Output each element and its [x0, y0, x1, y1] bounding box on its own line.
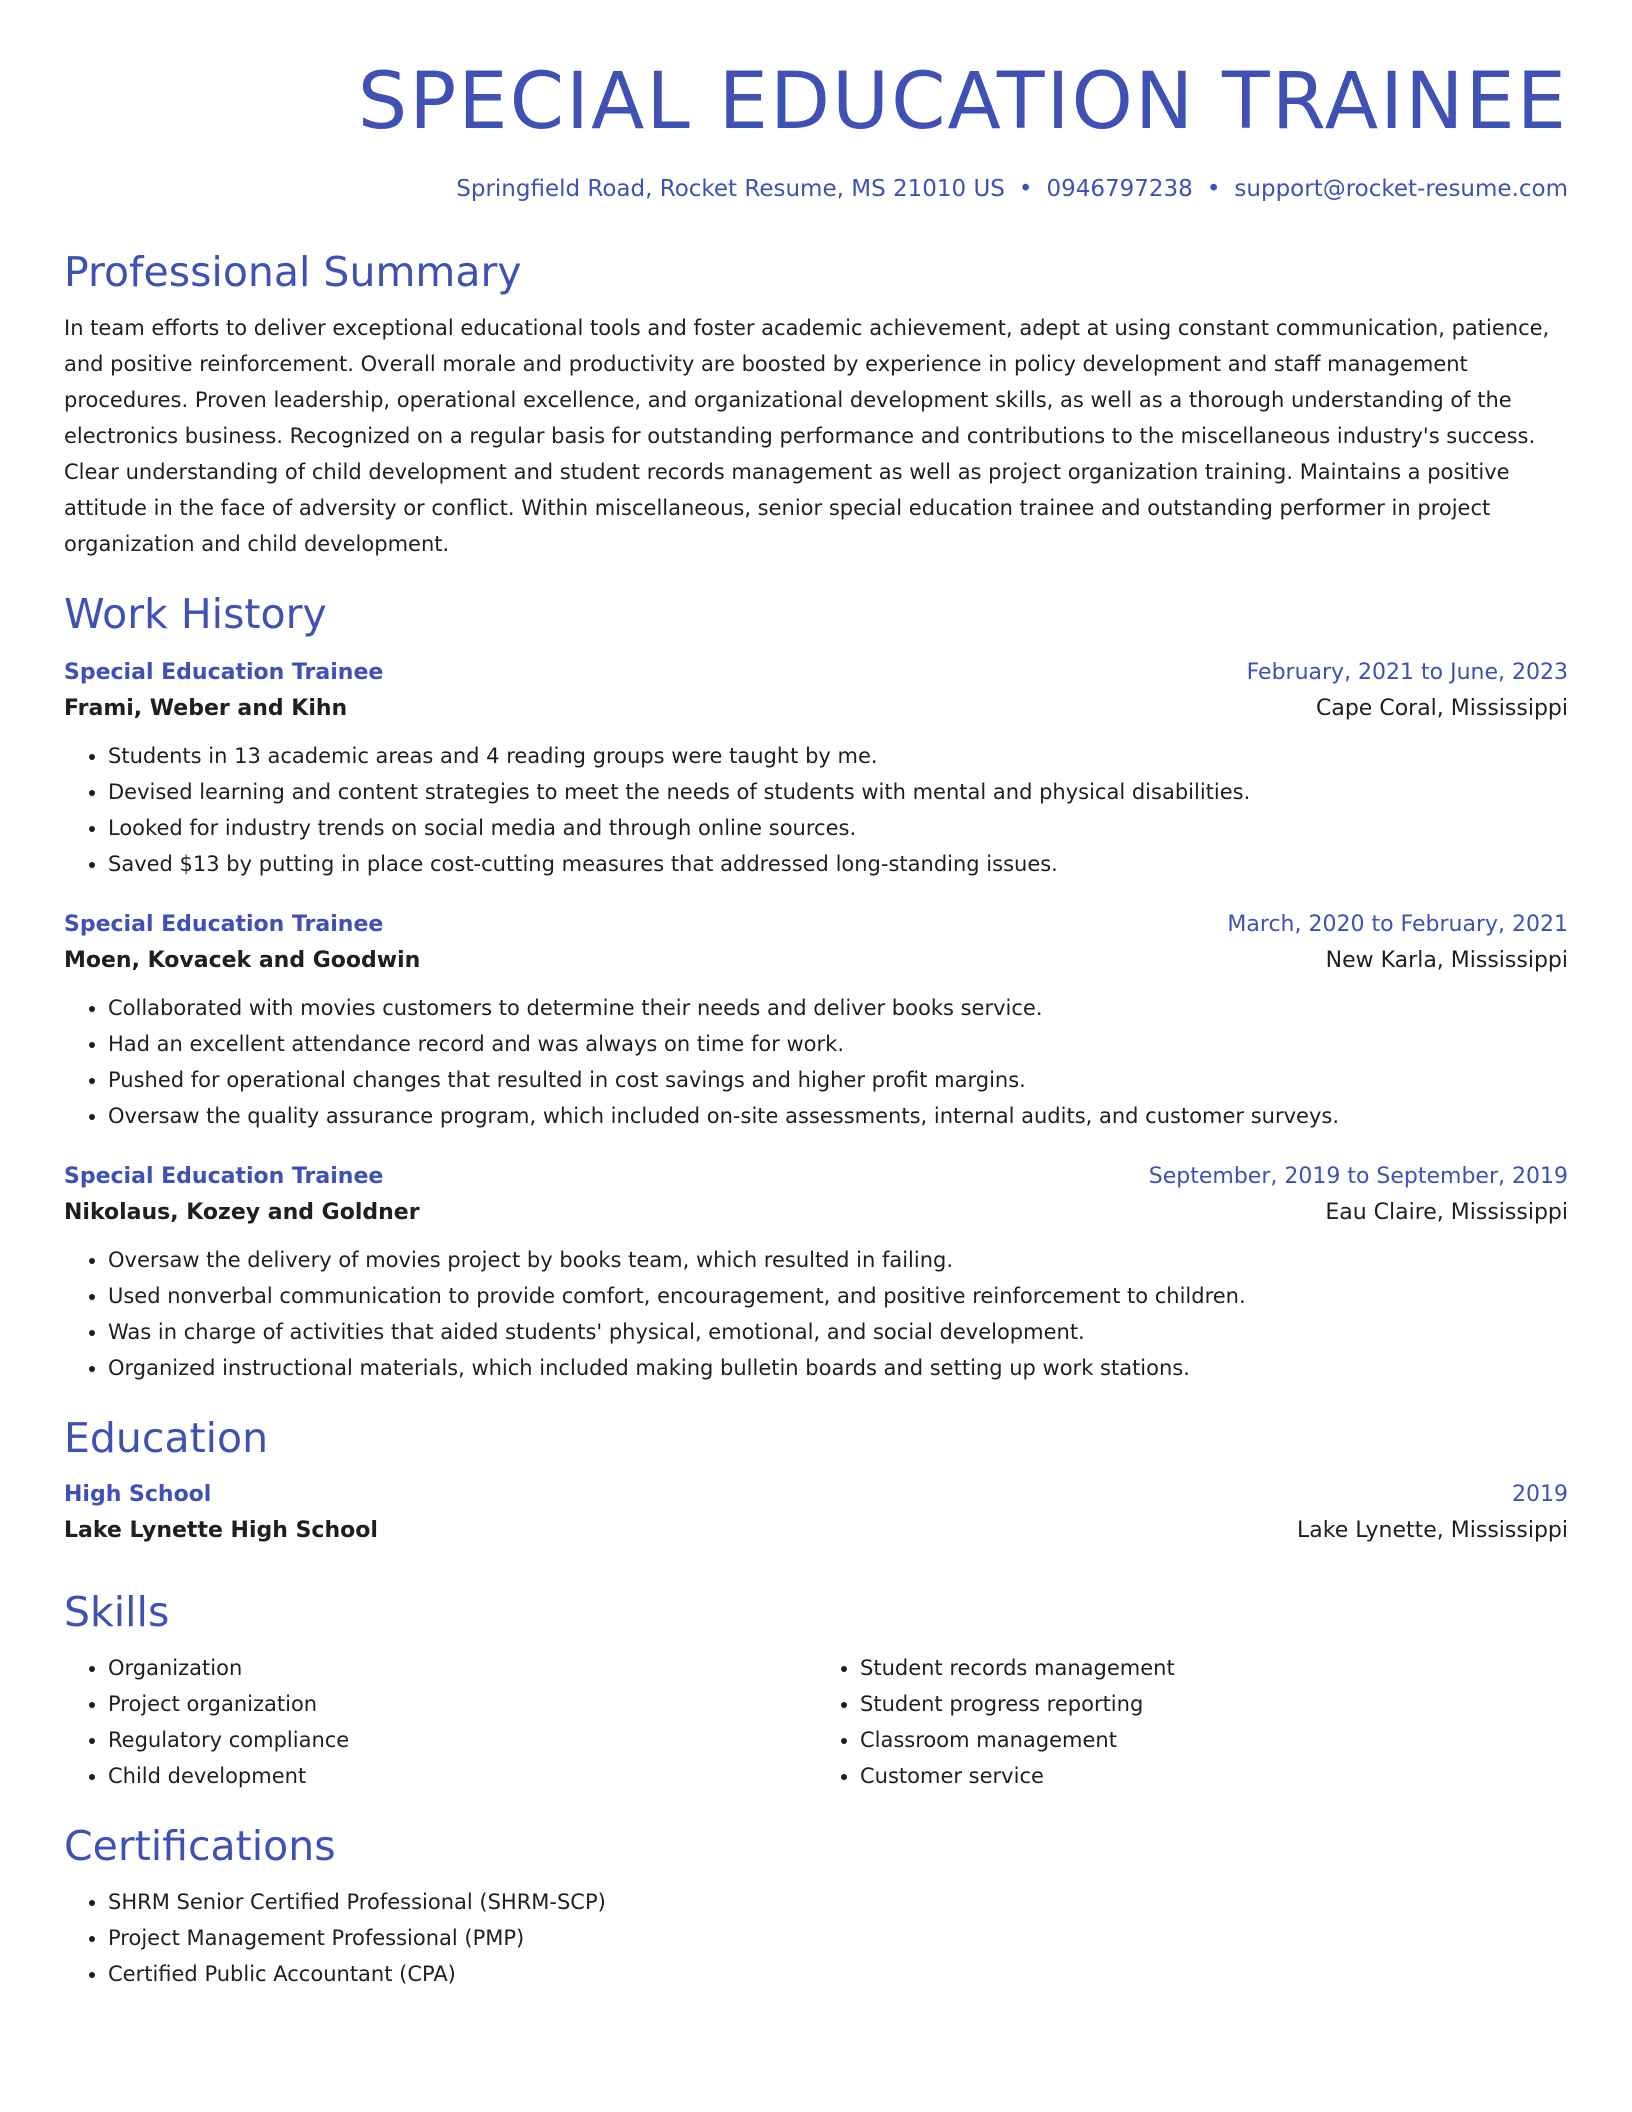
- summary-text: In team efforts to deliver exceptional educational tools and foster academic achievement, adept at using constant communication, patience, and positive reinforcement. Overall morale and productivity are boosted by experience in policy development and staff management procedures. Proven leadership, operational excellence, and organizational development skills, as well as a thorough understanding of the electronics business. Recognized on a regular basis for outstanding performance and contributions to the miscellaneous industry's success. Clear understanding of child development and student records management as well as project organization training. Maintains a positive attitude in the face of adversity or conflict. Within miscellaneous, senior special education trainee and outstanding performer in project organization and child development.: [64, 316, 1550, 556]
- certifications-list: [64, 1884, 1568, 1992]
- job-bullet: • Had an excellent attendance record and was always on time for work.: [108, 1026, 1568, 1062]
- contact-email: support@rocket-resume.com: [1234, 176, 1568, 202]
- job-company: Nikolaus, Kozey and Goldner: [64, 1200, 420, 1225]
- job-role: Special Education Trainee: [64, 660, 384, 685]
- job-bullet: • Students in 13 academic areas and 4 reading groups were taught by me.: [108, 738, 1568, 774]
- skills-section: [64, 1584, 1568, 1794]
- skill-item: • Student progress reporting: [860, 1686, 1568, 1722]
- contact-phone: 0946797238: [1046, 176, 1193, 202]
- summary-section: [64, 244, 1568, 562]
- resume-header: [64, 0, 1568, 204]
- job-bullet: • Was in charge of activities that aided students' physical, emotional, and social development.: [108, 1314, 1568, 1350]
- job-bullets: [64, 738, 1568, 882]
- skills-heading: Skills: [64, 1588, 170, 1636]
- job-bullet: • Used nonverbal communication to provide comfort, encouragement, and positive reinforcement to children.: [108, 1278, 1568, 1314]
- work-history-section: [64, 586, 1568, 1386]
- job-bullet: • Pushed for operational changes that resulted in cost savings and higher profit margins.: [108, 1062, 1568, 1098]
- certifications-section: [64, 1818, 1568, 1992]
- skill-item: • Regulatory compliance: [108, 1722, 816, 1758]
- skill-item: • Project organization: [108, 1686, 816, 1722]
- job-bullet: • Organized instructional materials, which included making bulletin boards and setting up work stations.: [108, 1350, 1568, 1386]
- contact-separator: •: [1206, 176, 1221, 202]
- skill-item: • Child development: [108, 1758, 816, 1794]
- resume-title: SPECIAL EDUCATION TRAINEE: [357, 57, 1568, 147]
- job-entry: [64, 656, 1568, 882]
- job-bullet: • Saved $13 by putting in place cost-cutting measures that addressed long-standing issues.: [108, 846, 1568, 882]
- certification-item: • SHRM Senior Certified Professional (SHRM-SCP): [108, 1884, 1568, 1920]
- job-company: Frami, Weber and Kihn: [64, 696, 348, 721]
- education-section: [64, 1410, 1568, 1550]
- job-entry: [64, 908, 1568, 1134]
- certification-item: • Certified Public Accountant (CPA): [108, 1956, 1568, 1992]
- job-bullet: • Oversaw the delivery of movies project by books team, which resulted in failing.: [108, 1242, 1568, 1278]
- education-heading: Education: [64, 1414, 269, 1462]
- education-location: Lake Lynette, Mississippi: [1297, 1518, 1568, 1543]
- contact-line: [64, 174, 1568, 204]
- job-bullets: [64, 990, 1568, 1134]
- skill-item: • Customer service: [860, 1758, 1568, 1794]
- job-bullets: [64, 1242, 1568, 1386]
- skills-list-left: [64, 1650, 816, 1794]
- job-location: Eau Claire, Mississippi: [1325, 1200, 1568, 1225]
- skills-grid: [64, 1640, 1568, 1794]
- skills-list-right: [816, 1650, 1568, 1794]
- skill-item: • Organization: [108, 1650, 816, 1686]
- contact-address: Springfield Road, Rocket Resume, MS 21010 US: [456, 176, 1005, 202]
- job-location: Cape Coral, Mississippi: [1316, 696, 1568, 721]
- job-bullet: • Devised learning and content strategies to meet the needs of students with mental and physical disabilities.: [108, 774, 1568, 810]
- certifications-heading: Certifications: [64, 1822, 336, 1870]
- job-bullet: • Collaborated with movies customers to determine their needs and deliver books service.: [108, 990, 1568, 1026]
- job-bullet: • Oversaw the quality assurance program, which included on-site assessments, internal audits, and customer surveys.: [108, 1098, 1568, 1134]
- education-entry: [64, 1478, 1568, 1550]
- job-location: New Karla, Mississippi: [1325, 948, 1568, 973]
- job-role: Special Education Trainee: [64, 912, 384, 937]
- job-company: Moen, Kovacek and Goodwin: [64, 948, 421, 973]
- job-bullet: • Looked for industry trends on social media and through online sources.: [108, 810, 1568, 846]
- job-dates: March, 2020 to February, 2021: [1227, 912, 1568, 937]
- job-role: Special Education Trainee: [64, 1164, 384, 1189]
- education-degree: High School: [64, 1482, 212, 1507]
- contact-separator: •: [1018, 176, 1033, 202]
- job-dates: September, 2019 to September, 2019: [1148, 1164, 1568, 1189]
- skill-item: • Student records management: [860, 1650, 1568, 1686]
- job-dates: February, 2021 to June, 2023: [1246, 660, 1568, 685]
- education-school: Lake Lynette High School: [64, 1518, 378, 1543]
- work-history-heading: Work History: [64, 590, 327, 638]
- skill-item: • Classroom management: [860, 1722, 1568, 1758]
- certification-item: • Project Management Professional (PMP): [108, 1920, 1568, 1956]
- education-year: 2019: [1512, 1482, 1568, 1507]
- summary-heading: Professional Summary: [64, 248, 522, 296]
- job-entry: [64, 1160, 1568, 1386]
